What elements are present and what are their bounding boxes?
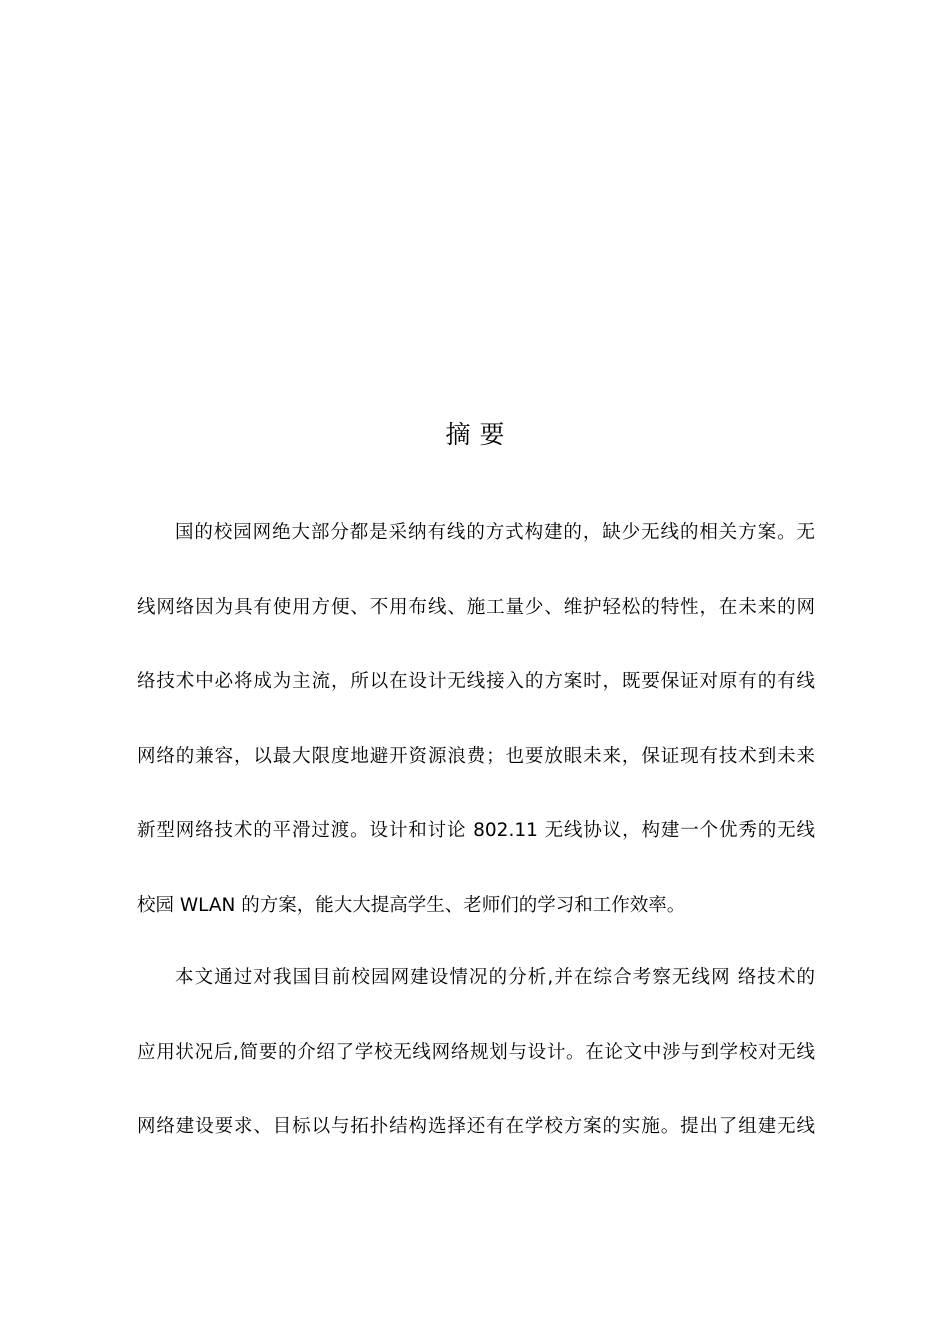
text-line: 网络建设要求、目标以与拓扑结构选择还有在学校方案的实施。提出了组建无线: [137, 1116, 815, 1137]
abstract-title: 摘要: [445, 420, 514, 449]
text-line: 国的校园网绝大部分都是采纳有线的方式构建的，缺少无线的相关方案。无: [175, 522, 815, 543]
text-line: 线网络因为具有使用方便、不用布线、施工量少、维护轻松的特性，在未来的网: [137, 597, 815, 618]
text-line: 本文通过对我国目前校园网建设情况的分析,并在综合考察无线网 络技术的: [175, 967, 815, 988]
text-line: 络技术中必将成为主流，所以在设计无线接入的方案时，既要保证对原有的有线: [137, 671, 815, 692]
text-line: 网络的兼容，以最大限度地避开资源浪费；也要放眼未来，保证现有技术到未来: [137, 746, 815, 767]
text-line: 应用状况后,简要的介绍了学校无线网络规划与设计。在论文中涉与到学校对无线: [137, 1042, 815, 1063]
text-line: 新型网络技术的平滑过渡。设计和讨论 802.11 无线协议，构建一个优秀的无线: [137, 820, 815, 841]
text-line: 校园 WLAN 的方案，能大大提高学生、老师们的学习和工作效率。: [137, 895, 686, 916]
